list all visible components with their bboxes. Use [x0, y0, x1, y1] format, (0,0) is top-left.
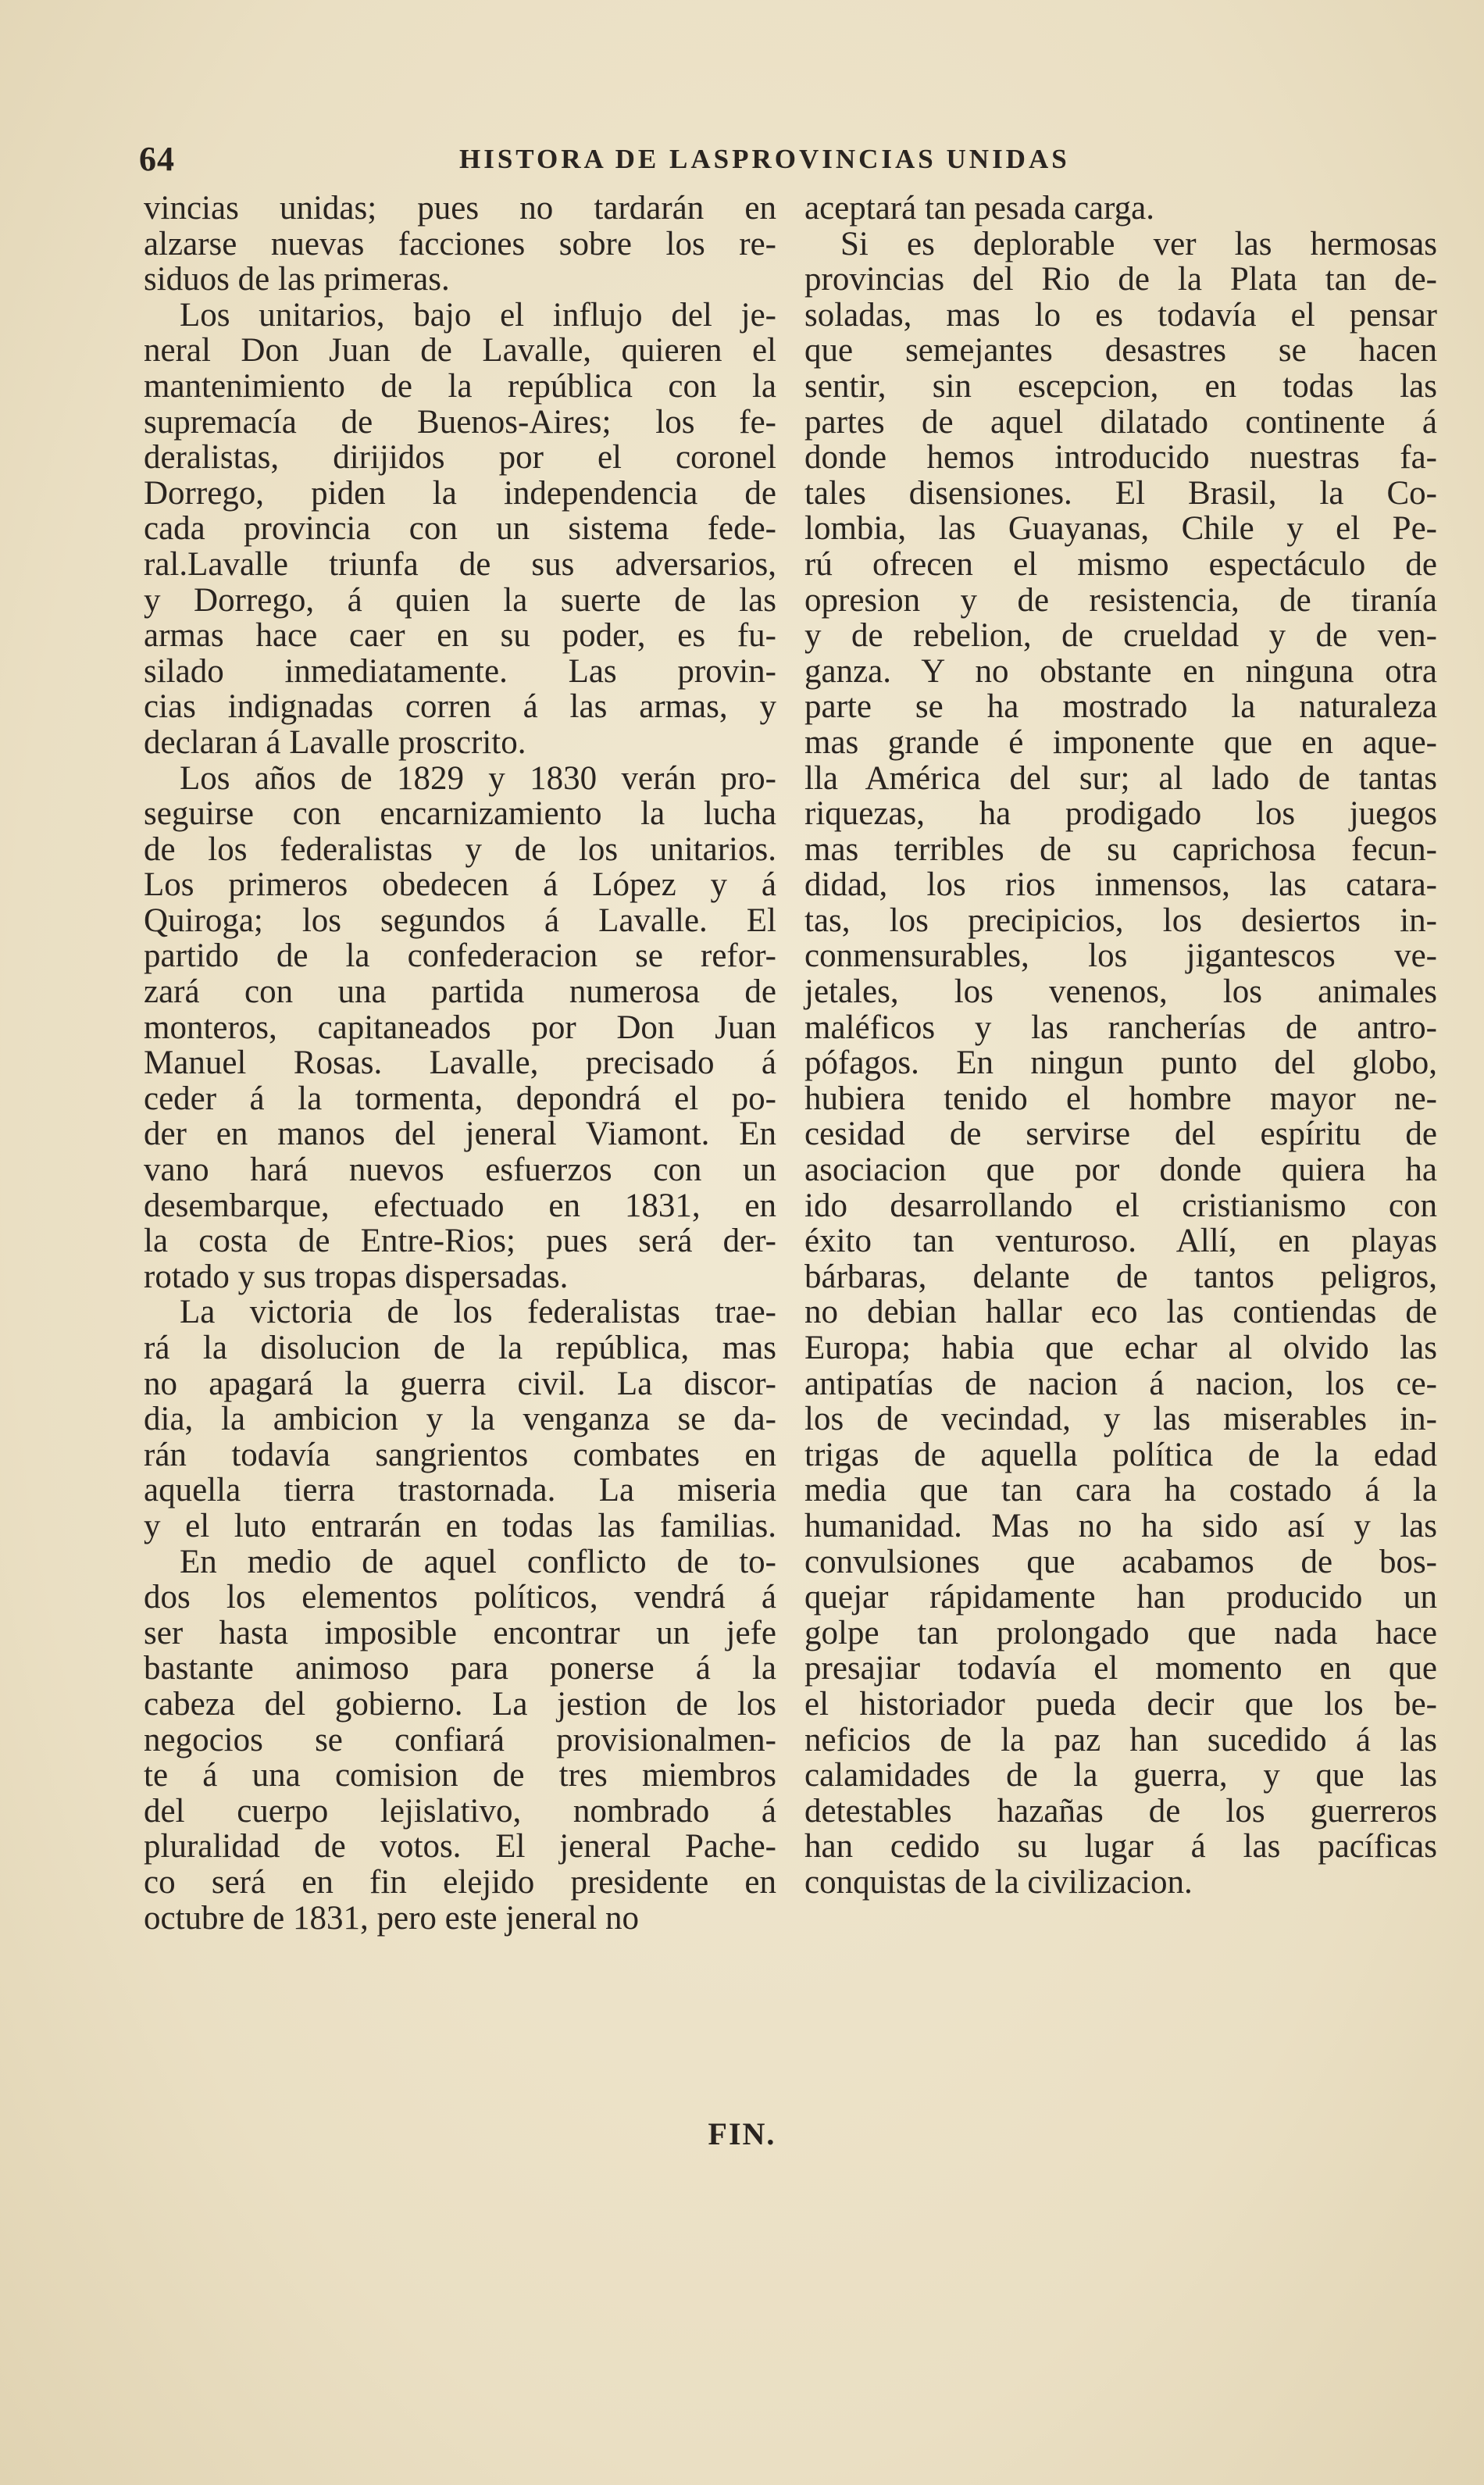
text-line: no apagará la guerra civil. La discor- [144, 1365, 776, 1402]
text-line: media que tan cara ha costado á la [804, 1472, 1437, 1509]
text-line: donde hemos introducido nuestras fa- [804, 439, 1437, 477]
text-line: mas terribles de su caprichosa fecun- [804, 830, 1437, 868]
text-line: ganza. Y no obstante en ninguna otra [804, 652, 1437, 690]
text-line: neficios de la paz han sucedido á las [804, 1721, 1437, 1758]
text-line: Manuel Rosas. Lavalle, precisado á [144, 1044, 776, 1082]
text-line: bastante animoso para ponerse á la [144, 1650, 776, 1687]
text-line: asociacion que por donde quiera ha [804, 1151, 1437, 1189]
text-line: didad, los rios inmensos, las catara- [804, 866, 1437, 904]
text-line: rotado y sus tropas dispersadas. [144, 1258, 569, 1295]
text-line: ser hasta imposible encontrar un jefe [144, 1614, 776, 1651]
text-line: maléficos y las rancherías de antro- [804, 1009, 1437, 1046]
text-column-left [144, 191, 776, 1936]
text-line: la costa de Entre-Rios; pues será der- [144, 1223, 776, 1260]
text-line: dos los elementos políticos, vendrá á [144, 1579, 776, 1616]
text-line: Quiroga; los segundos á Lavalle. El [144, 902, 776, 939]
text-line: y de rebelion, de crueldad y de ven- [804, 617, 1437, 655]
text-line: rán todavía sangrientos combates en [144, 1436, 776, 1473]
text-line: humanidad. Mas no ha sido así y las [804, 1507, 1437, 1544]
text-line: Los años de 1829 y 1830 verán pro- [180, 759, 776, 797]
text-line: cabeza del gobierno. La jestion de los [144, 1685, 776, 1723]
text-line: monteros, capitaneados por Don Juan [144, 1009, 776, 1046]
text-line: neral Don Juan de Lavalle, quieren el [144, 332, 776, 370]
text-line: lombia, las Guayanas, Chile y el Pe- [804, 510, 1437, 548]
text-line: han cedido su lugar á las pacíficas [804, 1828, 1437, 1866]
text-line: de los federalistas y de los unitarios. [144, 830, 776, 868]
text-line: que semejantes desastres se hacen [804, 332, 1437, 370]
page-number: 64 [139, 140, 175, 178]
text-line: ral.Lavalle triunfa de sus adversarios, [144, 545, 776, 583]
text-line: quejar rápidamente han producido un [804, 1579, 1437, 1616]
text-line: ido desarrollando el cristianismo con [804, 1187, 1437, 1224]
text-line: trigas de aquella política de la edad [804, 1436, 1437, 1473]
text-line: declaran á Lavalle proscrito. [144, 723, 526, 761]
text-line: Los unitarios, bajo el influjo del je- [180, 296, 776, 334]
text-line: del cuerpo lejislativo, nombrado á [144, 1792, 776, 1830]
text-line: conmensurables, los jigantescos ve- [804, 937, 1437, 975]
text-line: cesidad de servirse del espíritu de [804, 1116, 1437, 1153]
text-line: negocios se confiará provisionalmen- [144, 1721, 776, 1758]
text-line: rú ofrecen el mismo espectáculo de [804, 545, 1437, 583]
text-line: opresion y de resistencia, de tiranía [804, 581, 1437, 619]
text-line: aquella tierra trastornada. La miseria [144, 1472, 776, 1509]
text-line: siduos de las primeras. [144, 261, 450, 298]
text-line: dia, la ambicion y la venganza se da- [144, 1401, 776, 1438]
text-line: vano hará nuevos esfuerzos con un [144, 1151, 776, 1189]
text-line: hubiera tenido el hombre mayor ne- [804, 1080, 1437, 1117]
text-line: jetales, los venenos, los animales [804, 973, 1437, 1011]
text-line: seguirse con encarnizamiento la lucha [144, 795, 776, 833]
text-line: octubre de 1831, pero este jeneral no [144, 1899, 639, 1937]
text-line: tales disensiones. El Brasil, la Co- [804, 474, 1437, 512]
text-line: mas grande é imponente que en aque- [804, 723, 1437, 761]
text-line: cias indignadas corren á las armas, y [144, 688, 776, 726]
text-line: el historiador pueda decir que los be- [804, 1685, 1437, 1723]
running-title: HISTORA DE LASPROVINCIAS UNIDAS [459, 144, 1070, 174]
text-line: calamidades de la guerra, y que las [804, 1757, 1437, 1794]
text-line: conquistas de la civilizacion. [804, 1863, 1193, 1901]
text-line: Europa; habia que echar al olvido las [804, 1330, 1437, 1366]
end-mark: FIN. [708, 2116, 776, 2151]
text-line: La victoria de los federalistas trae- [180, 1294, 776, 1331]
text-line: alzarse nuevas facciones sobre los re- [144, 225, 776, 262]
text-line: supremacía de Buenos-Aires; los fe- [144, 403, 776, 441]
text-line: convulsiones que acabamos de bos- [804, 1543, 1437, 1580]
text-line: te á una comision de tres miembros [144, 1757, 776, 1794]
text-line: golpe tan prolongado que nada hace [804, 1614, 1437, 1651]
text-line: der en manos del jeneral Viamont. En [144, 1116, 776, 1153]
text-line: silado inmediatamente. Las provin- [144, 652, 776, 690]
text-line: sentir, sin escepcion, en todas las [804, 367, 1437, 405]
text-line: antipatías de nacion á nacion, los ce- [804, 1365, 1437, 1402]
text-column-right [804, 191, 1437, 1901]
text-line: soladas, mas lo es todavía el pensar [804, 296, 1437, 334]
text-line: desembarque, efectuado en 1831, en [144, 1187, 776, 1224]
text-line: lla América del sur; al lado de tantas [804, 759, 1437, 797]
text-line: ceder á la tormenta, depondrá el po- [144, 1080, 776, 1117]
text-line: los de vecindad, y las miserables in- [804, 1401, 1437, 1438]
text-line: partes de aquel dilatado continente á [804, 403, 1437, 441]
text-line: parte se ha mostrado la naturaleza [804, 688, 1437, 726]
text-line: no debian hallar eco las contiendas de [804, 1294, 1437, 1331]
text-line: provincias del Rio de la Plata tan de- [804, 261, 1437, 298]
text-line: vincias unidas; pues no tardarán en [144, 190, 776, 227]
text-line: éxito tan venturoso. Allí, en playas [804, 1223, 1437, 1260]
page-header [139, 139, 1404, 180]
text-line: Dorrego, piden la independencia de [144, 474, 776, 512]
text-line: presajiar todavía el momento en que [804, 1650, 1437, 1687]
text-line: rá la disolucion de la república, mas [144, 1330, 776, 1366]
text-line: co será en fin elejido presidente en [144, 1863, 776, 1901]
text-line: y el luto entrarán en todas las familias. [144, 1507, 776, 1544]
text-line: mantenimiento de la república con la [144, 367, 776, 405]
text-line: bárbaras, delante de tantos peligros, [804, 1258, 1437, 1295]
text-line: armas hace caer en su poder, es fu- [144, 617, 776, 655]
text-line: aceptará tan pesada carga. [804, 190, 1155, 227]
text-line: partido de la confederacion se refor- [144, 937, 776, 975]
text-line: pluralidad de votos. El jeneral Pache- [144, 1828, 776, 1866]
text-line: Si es deplorable ver las hermosas [840, 225, 1437, 262]
text-line: detestables hazañas de los guerreros [804, 1792, 1437, 1830]
text-line: riquezas, ha prodigado los juegos [804, 795, 1437, 833]
text-line: zará con una partida numerosa de [144, 973, 776, 1011]
text-line: tas, los precipicios, los desiertos in- [804, 902, 1437, 939]
text-line: En medio de aquel conflicto de to- [180, 1543, 776, 1580]
text-line: pófagos. En ningun punto del globo, [804, 1044, 1437, 1082]
text-line: cada provincia con un sistema fede- [144, 510, 776, 548]
text-line: y Dorrego, á quien la suerte de las [144, 581, 776, 619]
text-line: Los primeros obedecen á López y á [144, 866, 776, 904]
text-line: deralistas, dirijidos por el coronel [144, 439, 776, 477]
